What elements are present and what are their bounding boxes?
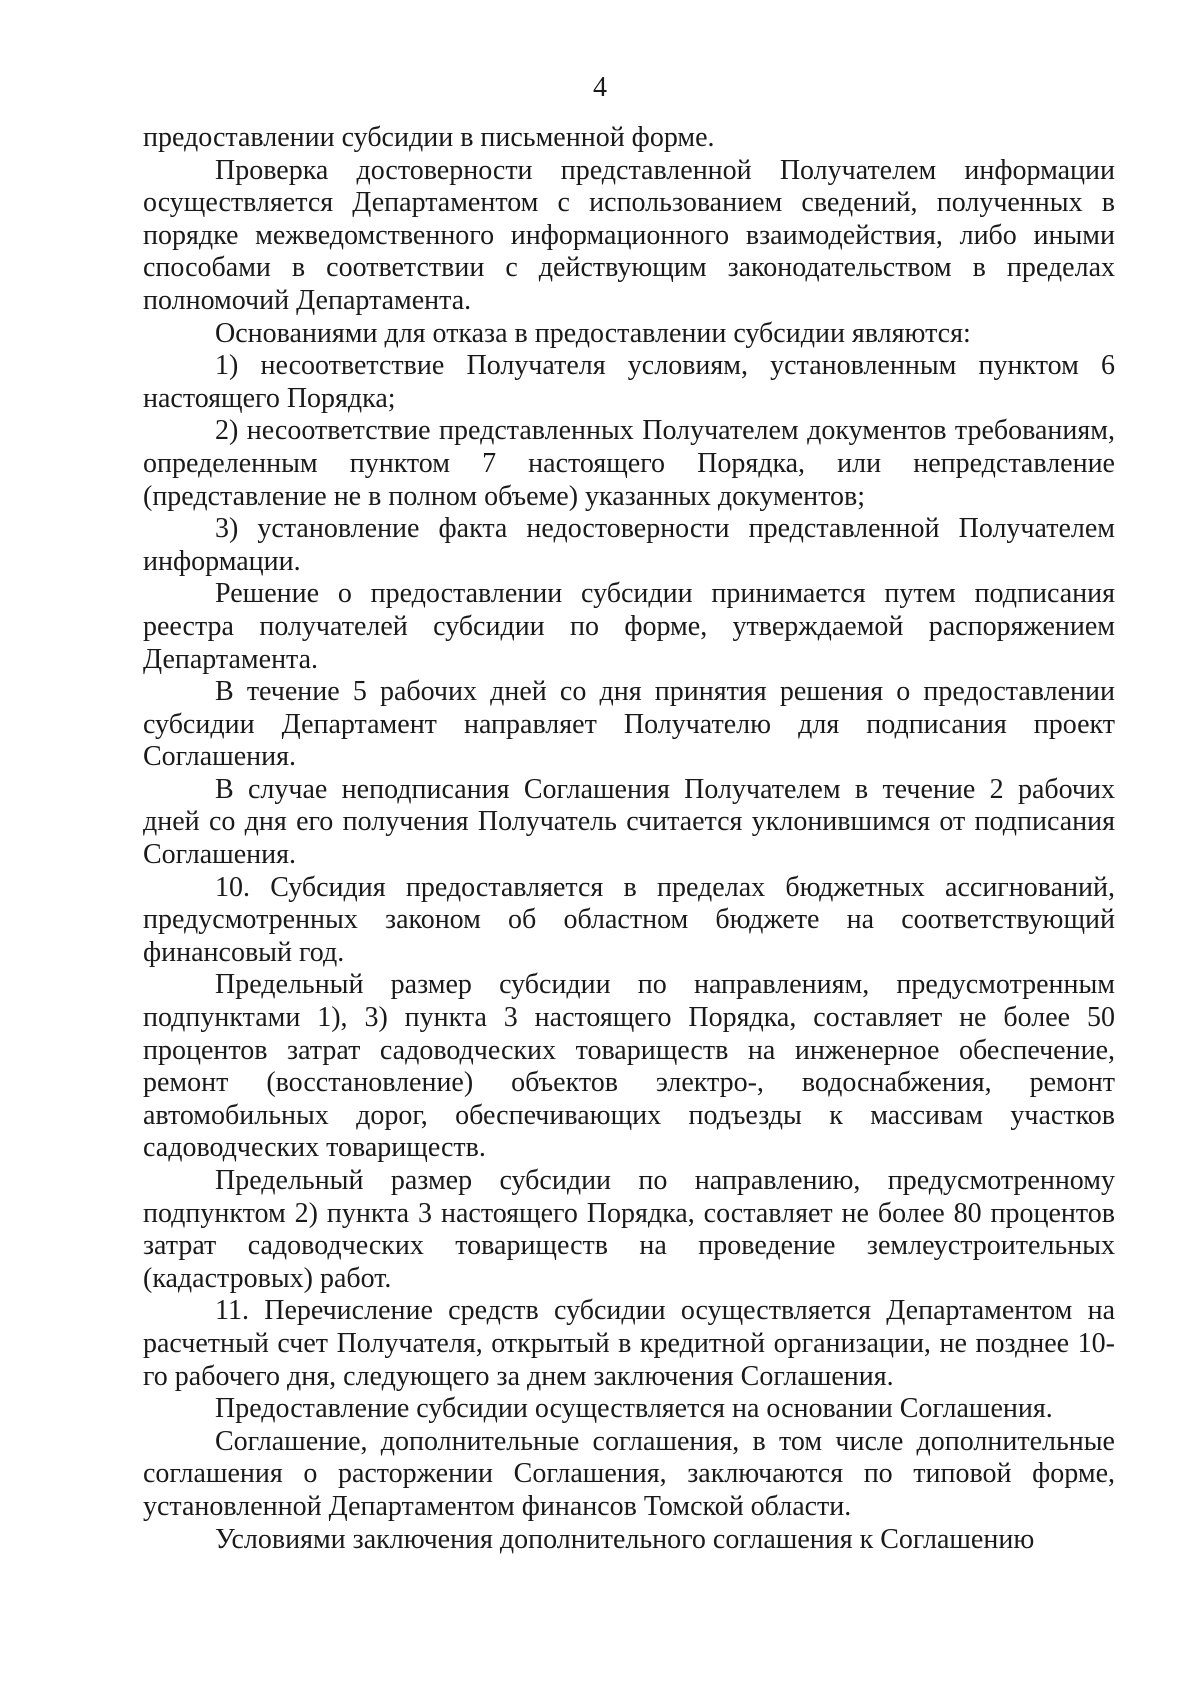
list-item: 3) установление факта недостоверности представленной Получателем информации.	[143, 513, 1115, 577]
paragraph: Соглашение, дополнительные соглашения, в том числе дополнительные соглашения о расторжении Соглашения, заключаются по типовой форме, установленной Департаментом финансов Томской области.	[143, 1425, 1115, 1522]
paragraph: Решение о предоставлении субсидии принимается путем подписания реестра получателей субсидии по форме, утверждаемой распоряжением Департамента.	[143, 578, 1115, 675]
paragraph: В случае неподписания Соглашения Получателем в течение 2 рабочих дней со дня его получения Получатель считается уклонившимся от подписания Соглашения.	[143, 773, 1115, 871]
paragraph: Предельный размер субсидии по направлению, предусмотренному подпунктом 2) пункта 3 настоящего Порядка, составляет не более 80 процентов затрат садоводческих товариществ на проведение землеустроительных (кадастровых) работ.	[143, 1165, 1115, 1294]
clause-11: 11. Перечисление средств субсидии осуществляется Департаментом на расчетный счет Получателя, открытый в кредитной организации, не позднее 10-го рабочего дня, следующего за днем заключения Соглашения.	[143, 1295, 1115, 1392]
paragraph: предоставлении субсидии в письменной форме.	[143, 122, 715, 153]
list-item: 2) несоответствие представленных Получателем документов требованиям, определенным пунктом 7 настоящего Порядка, или непредставление (представление не в полном объеме) указанных документов;	[143, 415, 1115, 512]
list-item: 1) несоответствие Получателя условиям, установленным пунктом 6 настоящего Порядка;	[143, 350, 1115, 414]
paragraph: Условиями заключения дополнительного соглашения к Соглашению	[215, 1523, 1035, 1555]
paragraph: Проверка достоверности представленной Получателем информации осуществляется Департаментом с использованием сведений, полученных в порядке межведомственного информационного взаимодействия, либо иными способами в соответствии с действующим законодательством в пределах полномочий Департамента.	[143, 154, 1115, 316]
paragraph: Предельный размер субсидии по направлениям, предусмотренным подпунктами 1), 3) пункта 3 настоящего Порядка, составляет не более 50 процентов затрат садоводческих товариществ на инженерное обеспечение, ремонт (восстановление) объектов электро-, водоснабжения, ремонт автомобильных дорог, обеспечивающих подъезды к массивам участков садоводческих товариществ.	[143, 969, 1115, 1164]
page-number: 4	[593, 72, 607, 103]
clause-10: 10. Субсидия предоставляется в пределах бюджетных ассигнований, предусмотренных законом об областном бюджете на соответствующий финансовый год.	[143, 871, 1115, 968]
paragraph: Предоставление субсидии осуществляется на основании Соглашения.	[215, 1393, 1053, 1425]
paragraph: В течение 5 рабочих дней со дня принятия решения о предоставлении субсидии Департамент направляет Получателю для подписания проект Соглашения.	[143, 676, 1115, 773]
paragraph: Основаниями для отказа в предоставлении субсидии являются:	[215, 317, 971, 349]
document-body	[143, 122, 1115, 1556]
